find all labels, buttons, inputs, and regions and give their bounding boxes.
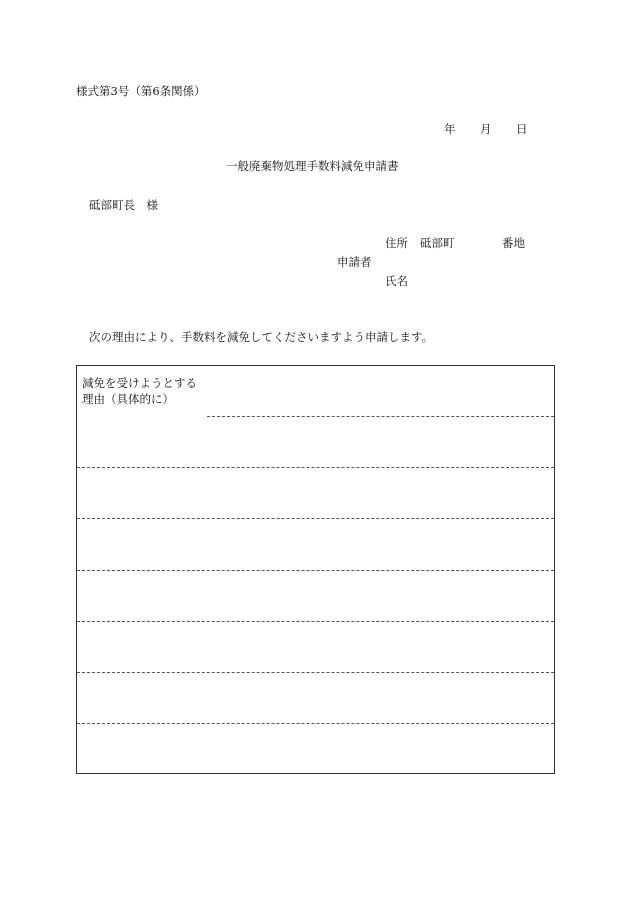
- request-text: 次の理由により、手数料を減免してくださいますよう申請します。: [89, 330, 434, 344]
- document-title: 一般廃棄物処理手数料減免申請書: [226, 159, 399, 173]
- applicant-label: 申請者: [337, 255, 372, 269]
- name-label: 氏名: [385, 274, 408, 288]
- address-town: 砥部町: [420, 236, 455, 250]
- reason-line[interactable]: [77, 570, 554, 571]
- reason-box: [76, 365, 555, 774]
- reason-line[interactable]: [207, 416, 554, 417]
- date-day-label: 日: [516, 122, 528, 136]
- reason-label-line2: 理由（具体的に）: [82, 392, 174, 406]
- reason-line[interactable]: [77, 672, 554, 673]
- reason-line[interactable]: [77, 518, 554, 519]
- form-number: 様式第3号（第6条関係）: [76, 84, 206, 98]
- reason-label-line1: 減免を受けようとする: [82, 376, 197, 390]
- address-label: 住所: [385, 236, 408, 250]
- reason-line[interactable]: [77, 621, 554, 622]
- reason-line[interactable]: [77, 723, 554, 724]
- reason-line[interactable]: [77, 467, 554, 468]
- date-year-label: 年: [444, 122, 456, 136]
- address-banchi: 番地: [502, 236, 525, 250]
- addressee: 砥部町長 様: [89, 198, 158, 212]
- date-month-label: 月: [480, 122, 492, 136]
